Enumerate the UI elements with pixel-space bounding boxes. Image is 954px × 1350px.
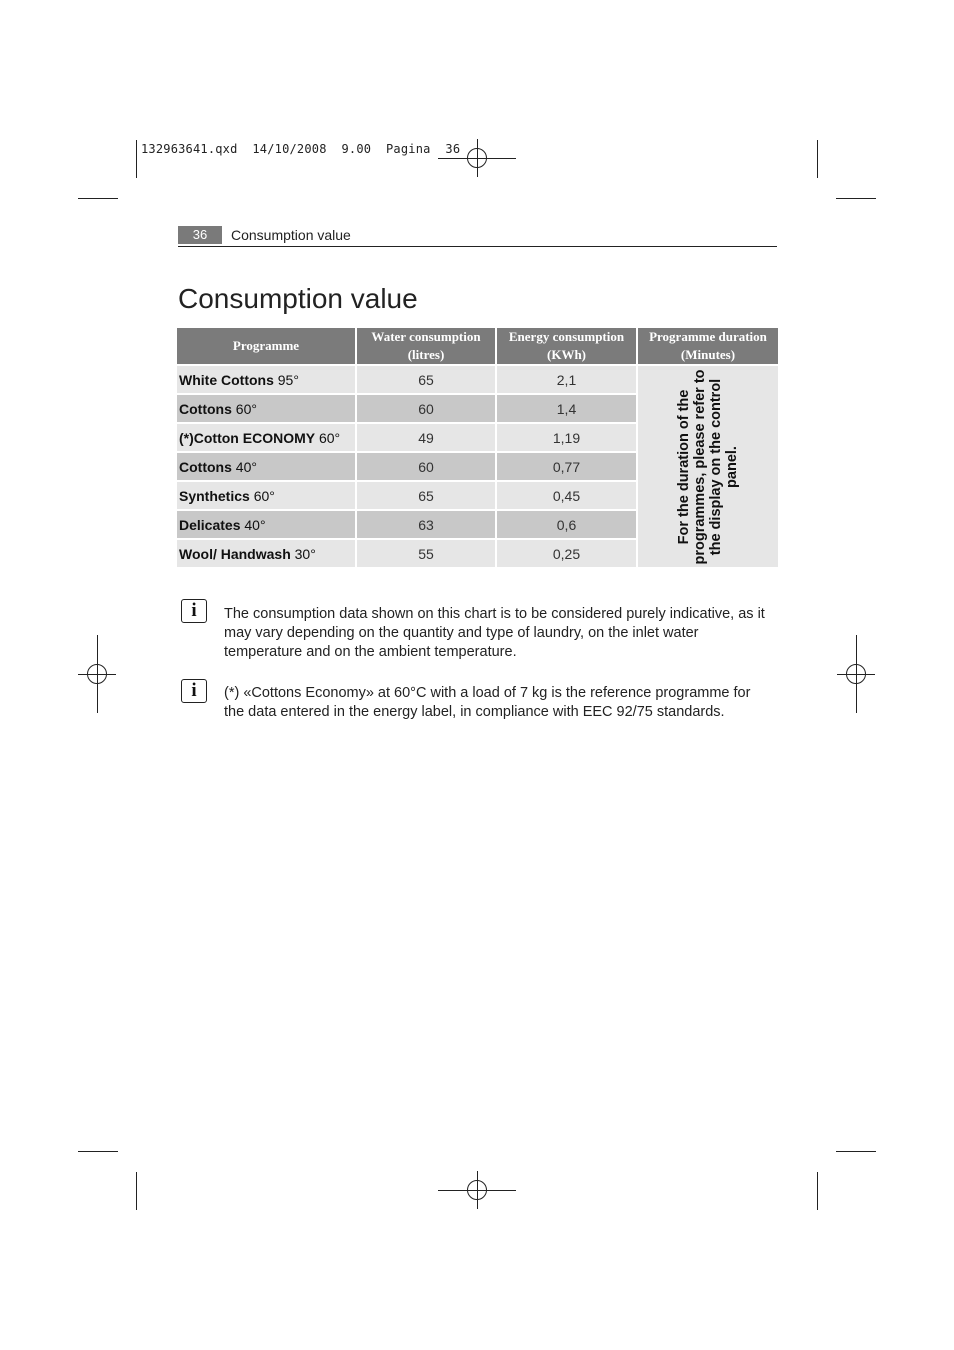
header-water: Water consumption (litres) xyxy=(357,328,497,366)
water-cell: 65 xyxy=(357,482,497,511)
water-cell: 60 xyxy=(357,453,497,482)
programme-cell: (*)Cotton ECONOMY 60° xyxy=(177,424,357,453)
page-title: Consumption value xyxy=(178,283,418,314)
water-cell: 55 xyxy=(357,540,497,569)
note-reference-programme: (*) «Cottons Economy» at 60°C with a load of 7 kg is the reference programme for the data entered in the energy label, in compliance with EEC 92/75 standards. xyxy=(224,685,751,720)
programme-cell: Cottons 40° xyxy=(177,453,357,482)
water-cell: 60 xyxy=(357,395,497,424)
note-indicative: The consumption data shown on this chart is to be considered purely indicative, as it may vary depending on the quantity and type of laundry, on the inlet water temperature and on the ambient temperature. xyxy=(224,606,765,660)
header-duration: Programme duration (Minutes) xyxy=(638,328,778,366)
info-icon: i xyxy=(181,679,207,703)
header-programme: Programme xyxy=(177,328,357,366)
programme-cell: Wool/ Handwash 30° xyxy=(177,540,357,569)
page-number: 36 xyxy=(178,226,222,244)
programme-cell: White Cottons 95° xyxy=(177,366,357,395)
header-energy: Energy consumption (KWh) xyxy=(497,328,638,366)
consumption-table xyxy=(177,328,778,569)
energy-cell: 0,6 xyxy=(497,511,638,540)
duration-note: For the duration of the programmes, please refer to the display on the control panel. xyxy=(676,368,740,565)
energy-cell: 0,77 xyxy=(497,453,638,482)
water-cell: 49 xyxy=(357,424,497,453)
print-slug: 132963641.qxd 14/10/2008 9.00 Pagina 36 xyxy=(141,142,461,156)
programme-cell: Delicates 40° xyxy=(177,511,357,540)
energy-cell: 0,45 xyxy=(497,482,638,511)
running-header-title: Consumption value xyxy=(231,227,351,243)
table-row xyxy=(177,366,778,395)
water-cell: 65 xyxy=(357,366,497,395)
programme-cell: Cottons 60° xyxy=(177,395,357,424)
energy-cell: 2,1 xyxy=(497,366,638,395)
water-cell: 63 xyxy=(357,511,497,540)
header-rule xyxy=(178,246,777,247)
duration-cell xyxy=(638,366,778,569)
table-header-row xyxy=(177,328,778,366)
programme-cell: Synthetics 60° xyxy=(177,482,357,511)
info-icon: i xyxy=(181,599,207,623)
energy-cell: 1,19 xyxy=(497,424,638,453)
energy-cell: 1,4 xyxy=(497,395,638,424)
energy-cell: 0,25 xyxy=(497,540,638,569)
